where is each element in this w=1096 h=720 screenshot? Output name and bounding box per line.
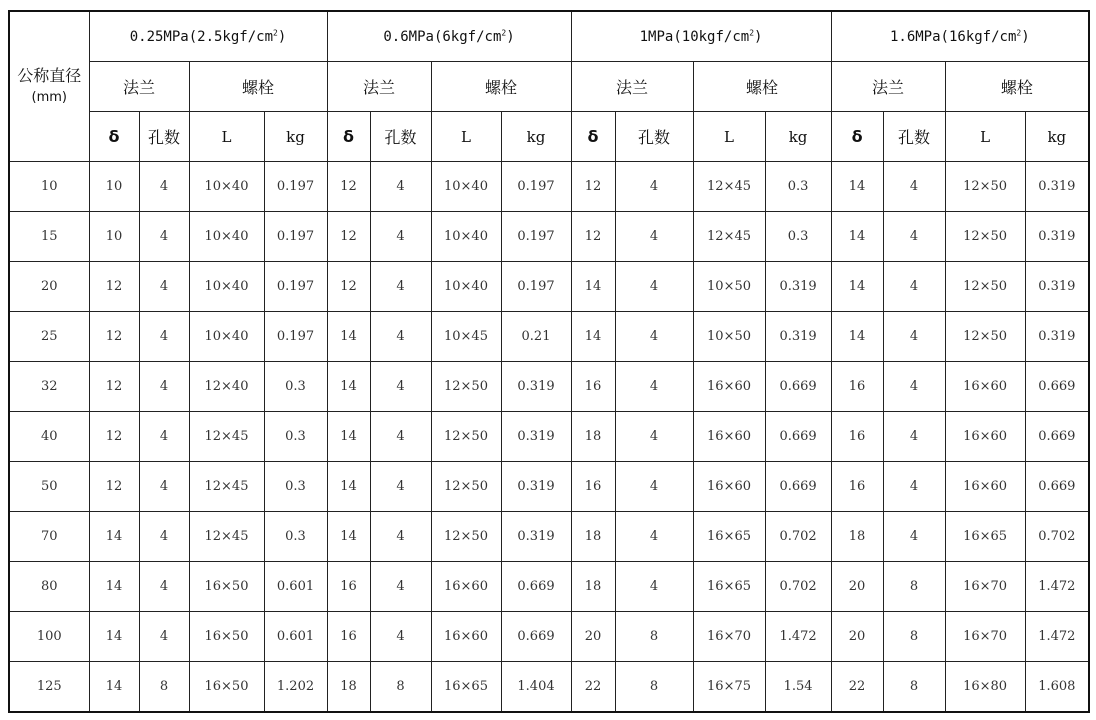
weight-header: kg bbox=[765, 112, 831, 162]
thickness-cell: 20 bbox=[831, 562, 883, 612]
header-row-pressure bbox=[9, 11, 1089, 62]
length-header: L bbox=[693, 112, 765, 162]
nominal-diameter-label: 公称直径 bbox=[17, 65, 82, 85]
bolt-weight-cell: 1.472 bbox=[765, 612, 831, 662]
bolt-weight-cell: 0.601 bbox=[264, 612, 327, 662]
thickness-cell: 14 bbox=[89, 662, 139, 713]
thickness-cell: 22 bbox=[831, 662, 883, 713]
holes-cell: 8 bbox=[883, 562, 945, 612]
thickness-cell: 12 bbox=[327, 212, 370, 262]
holes-cell: 4 bbox=[615, 212, 693, 262]
holes-cell: 8 bbox=[370, 662, 431, 713]
bolt-weight-cell: 1.472 bbox=[1025, 562, 1089, 612]
bolt-length-cell: 16×60 bbox=[431, 562, 501, 612]
bolt-length-cell: 16×75 bbox=[693, 662, 765, 713]
bolt-weight-cell: 0.702 bbox=[1025, 512, 1089, 562]
nominal-diameter-cell: 32 bbox=[9, 362, 89, 412]
bolt-length-cell: 12×50 bbox=[945, 212, 1025, 262]
flange-header: 法兰 bbox=[89, 62, 189, 112]
holes-cell: 4 bbox=[139, 562, 189, 612]
thickness-cell: 16 bbox=[831, 462, 883, 512]
bolt-weight-cell: 0.702 bbox=[765, 562, 831, 612]
bolt-weight-cell: 0.197 bbox=[501, 262, 571, 312]
holes-cell: 8 bbox=[883, 662, 945, 713]
bolt-weight-cell: 0.669 bbox=[501, 612, 571, 662]
bolt-length-cell: 16×50 bbox=[189, 662, 264, 713]
bolt-weight-cell: 1.472 bbox=[1025, 612, 1089, 662]
bolt-weight-cell: 0.669 bbox=[501, 562, 571, 612]
thickness-cell: 14 bbox=[89, 512, 139, 562]
bolt-length-cell: 10×50 bbox=[693, 262, 765, 312]
bolt-header: 螺栓 bbox=[189, 62, 327, 112]
bolt-weight-cell: 0.669 bbox=[765, 412, 831, 462]
table-row bbox=[9, 312, 1089, 362]
thickness-cell: 14 bbox=[89, 562, 139, 612]
thickness-cell: 16 bbox=[831, 412, 883, 462]
holes-cell: 4 bbox=[139, 162, 189, 212]
thickness-cell: 12 bbox=[89, 462, 139, 512]
bolt-length-cell: 12×50 bbox=[945, 162, 1025, 212]
bolt-length-cell: 16×60 bbox=[945, 462, 1025, 512]
bolt-length-cell: 10×40 bbox=[431, 162, 501, 212]
thickness-cell: 12 bbox=[89, 262, 139, 312]
flange-bolt-spec-table bbox=[8, 10, 1090, 713]
nominal-diameter-cell: 100 bbox=[9, 612, 89, 662]
holes-cell: 4 bbox=[615, 562, 693, 612]
holes-cell: 4 bbox=[883, 412, 945, 462]
holes-cell: 4 bbox=[883, 162, 945, 212]
bolt-weight-cell: 0.197 bbox=[264, 162, 327, 212]
thickness-cell: 14 bbox=[831, 262, 883, 312]
holes-cell: 4 bbox=[139, 362, 189, 412]
holes-cell: 4 bbox=[615, 362, 693, 412]
holes-cell: 4 bbox=[370, 162, 431, 212]
holes-cell: 4 bbox=[139, 512, 189, 562]
table-row bbox=[9, 162, 1089, 212]
holes-cell: 4 bbox=[615, 462, 693, 512]
bolt-weight-cell: 1.404 bbox=[501, 662, 571, 713]
thickness-cell: 16 bbox=[571, 462, 615, 512]
thickness-header: δ bbox=[831, 112, 883, 162]
thickness-cell: 14 bbox=[571, 312, 615, 362]
thickness-cell: 12 bbox=[327, 162, 370, 212]
table-body bbox=[9, 162, 1089, 713]
holes-cell: 4 bbox=[883, 262, 945, 312]
flange-header: 法兰 bbox=[831, 62, 945, 112]
bolt-weight-cell: 0.3 bbox=[264, 362, 327, 412]
thickness-cell: 18 bbox=[831, 512, 883, 562]
bolt-length-cell: 16×60 bbox=[945, 412, 1025, 462]
pressure-group-header: $1MPa(10kgf/cm^2)$ bbox=[571, 11, 831, 62]
bolt-weight-cell: 0.319 bbox=[1025, 212, 1089, 262]
bolt-weight-cell: 0.21 bbox=[501, 312, 571, 362]
table-row bbox=[9, 362, 1089, 412]
holes-cell: 4 bbox=[370, 562, 431, 612]
bolt-weight-cell: 0.197 bbox=[264, 262, 327, 312]
holes-cell: 4 bbox=[370, 262, 431, 312]
bolt-length-cell: 12×45 bbox=[189, 512, 264, 562]
thickness-cell: 14 bbox=[327, 312, 370, 362]
holes-cell: 4 bbox=[370, 312, 431, 362]
bolt-weight-cell: 0.319 bbox=[1025, 262, 1089, 312]
holes-cell: 4 bbox=[370, 412, 431, 462]
holes-cell: 4 bbox=[615, 312, 693, 362]
bolt-length-cell: 16×80 bbox=[945, 662, 1025, 713]
nominal-diameter-cell: 50 bbox=[9, 462, 89, 512]
thickness-cell: 14 bbox=[831, 212, 883, 262]
thickness-cell: 22 bbox=[571, 662, 615, 713]
thickness-cell: 16 bbox=[571, 362, 615, 412]
flange-bolt-spec-table-wrapper bbox=[8, 10, 1088, 713]
table-row bbox=[9, 512, 1089, 562]
flange-header: 法兰 bbox=[571, 62, 693, 112]
holes-cell: 4 bbox=[883, 462, 945, 512]
nominal-diameter-unit: (mm) bbox=[31, 89, 67, 105]
thickness-cell: 14 bbox=[327, 362, 370, 412]
bolt-length-cell: 16×60 bbox=[693, 412, 765, 462]
bolt-weight-cell: 0.3 bbox=[264, 462, 327, 512]
bolt-weight-cell: 0.3 bbox=[765, 162, 831, 212]
table-row bbox=[9, 662, 1089, 713]
bolt-weight-cell: 0.669 bbox=[765, 362, 831, 412]
nominal-diameter-cell: 70 bbox=[9, 512, 89, 562]
holes-cell: 4 bbox=[370, 462, 431, 512]
bolt-length-cell: 12×50 bbox=[431, 512, 501, 562]
bolt-weight-cell: 0.3 bbox=[264, 412, 327, 462]
bolt-weight-cell: 0.601 bbox=[264, 562, 327, 612]
thickness-cell: 16 bbox=[831, 362, 883, 412]
table-row bbox=[9, 212, 1089, 262]
holes-cell: 4 bbox=[139, 262, 189, 312]
weight-header: kg bbox=[1025, 112, 1089, 162]
bolt-header: 螺栓 bbox=[945, 62, 1089, 112]
bolt-length-cell: 10×40 bbox=[189, 212, 264, 262]
holes-cell: 4 bbox=[139, 312, 189, 362]
bolt-length-cell: 16×65 bbox=[945, 512, 1025, 562]
thickness-cell: 14 bbox=[327, 412, 370, 462]
bolt-length-cell: 16×60 bbox=[693, 462, 765, 512]
bolt-length-cell: 16×65 bbox=[431, 662, 501, 713]
holes-cell: 8 bbox=[883, 612, 945, 662]
bolt-weight-cell: 0.197 bbox=[501, 162, 571, 212]
holes-cell: 4 bbox=[615, 512, 693, 562]
nominal-diameter-cell: 10 bbox=[9, 162, 89, 212]
holes-cell: 4 bbox=[139, 462, 189, 512]
holes-cell: 4 bbox=[370, 212, 431, 262]
thickness-cell: 10 bbox=[89, 212, 139, 262]
bolt-weight-cell: 0.197 bbox=[264, 312, 327, 362]
holes-cell: 4 bbox=[139, 412, 189, 462]
bolt-weight-cell: 0.319 bbox=[765, 312, 831, 362]
length-header: L bbox=[945, 112, 1025, 162]
bolt-length-cell: 16×60 bbox=[945, 362, 1025, 412]
thickness-cell: 18 bbox=[571, 562, 615, 612]
nominal-diameter-cell: 80 bbox=[9, 562, 89, 612]
thickness-cell: 18 bbox=[327, 662, 370, 713]
nominal-diameter-cell: 15 bbox=[9, 212, 89, 262]
holes-cell: 4 bbox=[370, 612, 431, 662]
bolt-weight-cell: 0.3 bbox=[765, 212, 831, 262]
bolt-weight-cell: 1.202 bbox=[264, 662, 327, 713]
thickness-cell: 12 bbox=[571, 212, 615, 262]
thickness-header: δ bbox=[571, 112, 615, 162]
thickness-cell: 14 bbox=[327, 462, 370, 512]
bolt-weight-cell: 0.319 bbox=[1025, 312, 1089, 362]
bolt-length-cell: 16×70 bbox=[945, 562, 1025, 612]
nominal-diameter-cell: 20 bbox=[9, 262, 89, 312]
holes-header: 孔数 bbox=[615, 112, 693, 162]
flange-header: 法兰 bbox=[327, 62, 431, 112]
table-row bbox=[9, 262, 1089, 312]
length-header: L bbox=[189, 112, 264, 162]
bolt-weight-cell: 0.669 bbox=[1025, 462, 1089, 512]
bolt-length-cell: 16×70 bbox=[693, 612, 765, 662]
bolt-weight-cell: 1.54 bbox=[765, 662, 831, 713]
holes-header: 孔数 bbox=[883, 112, 945, 162]
pressure-group-header: $0.6MPa(6kgf/cm^2)$ bbox=[327, 11, 571, 62]
thickness-cell: 14 bbox=[89, 612, 139, 662]
bolt-weight-cell: 0.319 bbox=[501, 412, 571, 462]
bolt-weight-cell: 0.669 bbox=[1025, 412, 1089, 462]
bolt-length-cell: 12×50 bbox=[431, 362, 501, 412]
thickness-cell: 20 bbox=[831, 612, 883, 662]
holes-cell: 4 bbox=[883, 312, 945, 362]
bolt-header: 螺栓 bbox=[693, 62, 831, 112]
holes-cell: 4 bbox=[139, 612, 189, 662]
bolt-length-cell: 10×40 bbox=[431, 212, 501, 262]
thickness-cell: 18 bbox=[571, 512, 615, 562]
bolt-weight-cell: 0.669 bbox=[1025, 362, 1089, 412]
bolt-weight-cell: 0.319 bbox=[765, 262, 831, 312]
bolt-length-cell: 12×45 bbox=[693, 212, 765, 262]
bolt-weight-cell: 1.608 bbox=[1025, 662, 1089, 713]
bolt-length-cell: 10×45 bbox=[431, 312, 501, 362]
table-row bbox=[9, 612, 1089, 662]
holes-cell: 8 bbox=[139, 662, 189, 713]
nominal-diameter-cell: 125 bbox=[9, 662, 89, 713]
bolt-weight-cell: 0.319 bbox=[1025, 162, 1089, 212]
thickness-cell: 14 bbox=[831, 162, 883, 212]
bolt-length-cell: 16×60 bbox=[431, 612, 501, 662]
holes-cell: 8 bbox=[615, 662, 693, 713]
thickness-cell: 12 bbox=[89, 312, 139, 362]
bolt-weight-cell: 0.197 bbox=[501, 212, 571, 262]
table-row bbox=[9, 562, 1089, 612]
thickness-cell: 12 bbox=[89, 362, 139, 412]
bolt-length-cell: 10×40 bbox=[189, 162, 264, 212]
holes-cell: 4 bbox=[883, 362, 945, 412]
bolt-weight-cell: 0.669 bbox=[765, 462, 831, 512]
holes-cell: 4 bbox=[370, 512, 431, 562]
thickness-cell: 16 bbox=[327, 612, 370, 662]
nominal-diameter-cell: 25 bbox=[9, 312, 89, 362]
bolt-length-cell: 10×40 bbox=[189, 312, 264, 362]
nominal-diameter-header bbox=[9, 11, 89, 162]
bolt-length-cell: 12×50 bbox=[945, 312, 1025, 362]
bolt-header: 螺栓 bbox=[431, 62, 571, 112]
holes-cell: 8 bbox=[615, 612, 693, 662]
holes-header: 孔数 bbox=[139, 112, 189, 162]
bolt-weight-cell: 0.197 bbox=[264, 212, 327, 262]
weight-header: kg bbox=[501, 112, 571, 162]
thickness-cell: 12 bbox=[89, 412, 139, 462]
thickness-cell: 14 bbox=[831, 312, 883, 362]
bolt-length-cell: 10×40 bbox=[189, 262, 264, 312]
holes-header: 孔数 bbox=[370, 112, 431, 162]
thickness-header: δ bbox=[327, 112, 370, 162]
bolt-length-cell: 16×50 bbox=[189, 562, 264, 612]
holes-cell: 4 bbox=[615, 412, 693, 462]
holes-cell: 4 bbox=[615, 162, 693, 212]
header-row-parts bbox=[9, 62, 1089, 112]
length-header: L bbox=[431, 112, 501, 162]
table-row bbox=[9, 412, 1089, 462]
thickness-cell: 12 bbox=[571, 162, 615, 212]
bolt-length-cell: 10×50 bbox=[693, 312, 765, 362]
table-row bbox=[9, 462, 1089, 512]
bolt-length-cell: 12×40 bbox=[189, 362, 264, 412]
thickness-cell: 16 bbox=[327, 562, 370, 612]
bolt-length-cell: 16×60 bbox=[693, 362, 765, 412]
holes-cell: 4 bbox=[883, 212, 945, 262]
bolt-length-cell: 16×50 bbox=[189, 612, 264, 662]
thickness-cell: 20 bbox=[571, 612, 615, 662]
bolt-length-cell: 12×50 bbox=[431, 462, 501, 512]
bolt-length-cell: 12×50 bbox=[945, 262, 1025, 312]
bolt-length-cell: 10×40 bbox=[431, 262, 501, 312]
thickness-cell: 14 bbox=[327, 512, 370, 562]
bolt-length-cell: 16×70 bbox=[945, 612, 1025, 662]
weight-header: kg bbox=[264, 112, 327, 162]
nominal-diameter-cell: 40 bbox=[9, 412, 89, 462]
thickness-cell: 18 bbox=[571, 412, 615, 462]
bolt-length-cell: 12×50 bbox=[431, 412, 501, 462]
bolt-weight-cell: 0.319 bbox=[501, 512, 571, 562]
thickness-cell: 14 bbox=[571, 262, 615, 312]
holes-cell: 4 bbox=[615, 262, 693, 312]
bolt-length-cell: 12×45 bbox=[693, 162, 765, 212]
holes-cell: 4 bbox=[370, 362, 431, 412]
bolt-length-cell: 12×45 bbox=[189, 412, 264, 462]
pressure-group-header: $1.6MPa(16kgf/cm^2)$ bbox=[831, 11, 1089, 62]
holes-cell: 4 bbox=[139, 212, 189, 262]
bolt-length-cell: 16×65 bbox=[693, 562, 765, 612]
thickness-cell: 12 bbox=[327, 262, 370, 312]
holes-cell: 4 bbox=[883, 512, 945, 562]
pressure-group-header: $0.25MPa(2.5kgf/cm^2)$ bbox=[89, 11, 327, 62]
bolt-weight-cell: 0.319 bbox=[501, 362, 571, 412]
bolt-length-cell: 16×65 bbox=[693, 512, 765, 562]
bolt-weight-cell: 0.319 bbox=[501, 462, 571, 512]
bolt-weight-cell: 0.702 bbox=[765, 512, 831, 562]
thickness-cell: 10 bbox=[89, 162, 139, 212]
thickness-header: δ bbox=[89, 112, 139, 162]
header-row-columns bbox=[9, 112, 1089, 162]
bolt-length-cell: 12×45 bbox=[189, 462, 264, 512]
bolt-weight-cell: 0.3 bbox=[264, 512, 327, 562]
